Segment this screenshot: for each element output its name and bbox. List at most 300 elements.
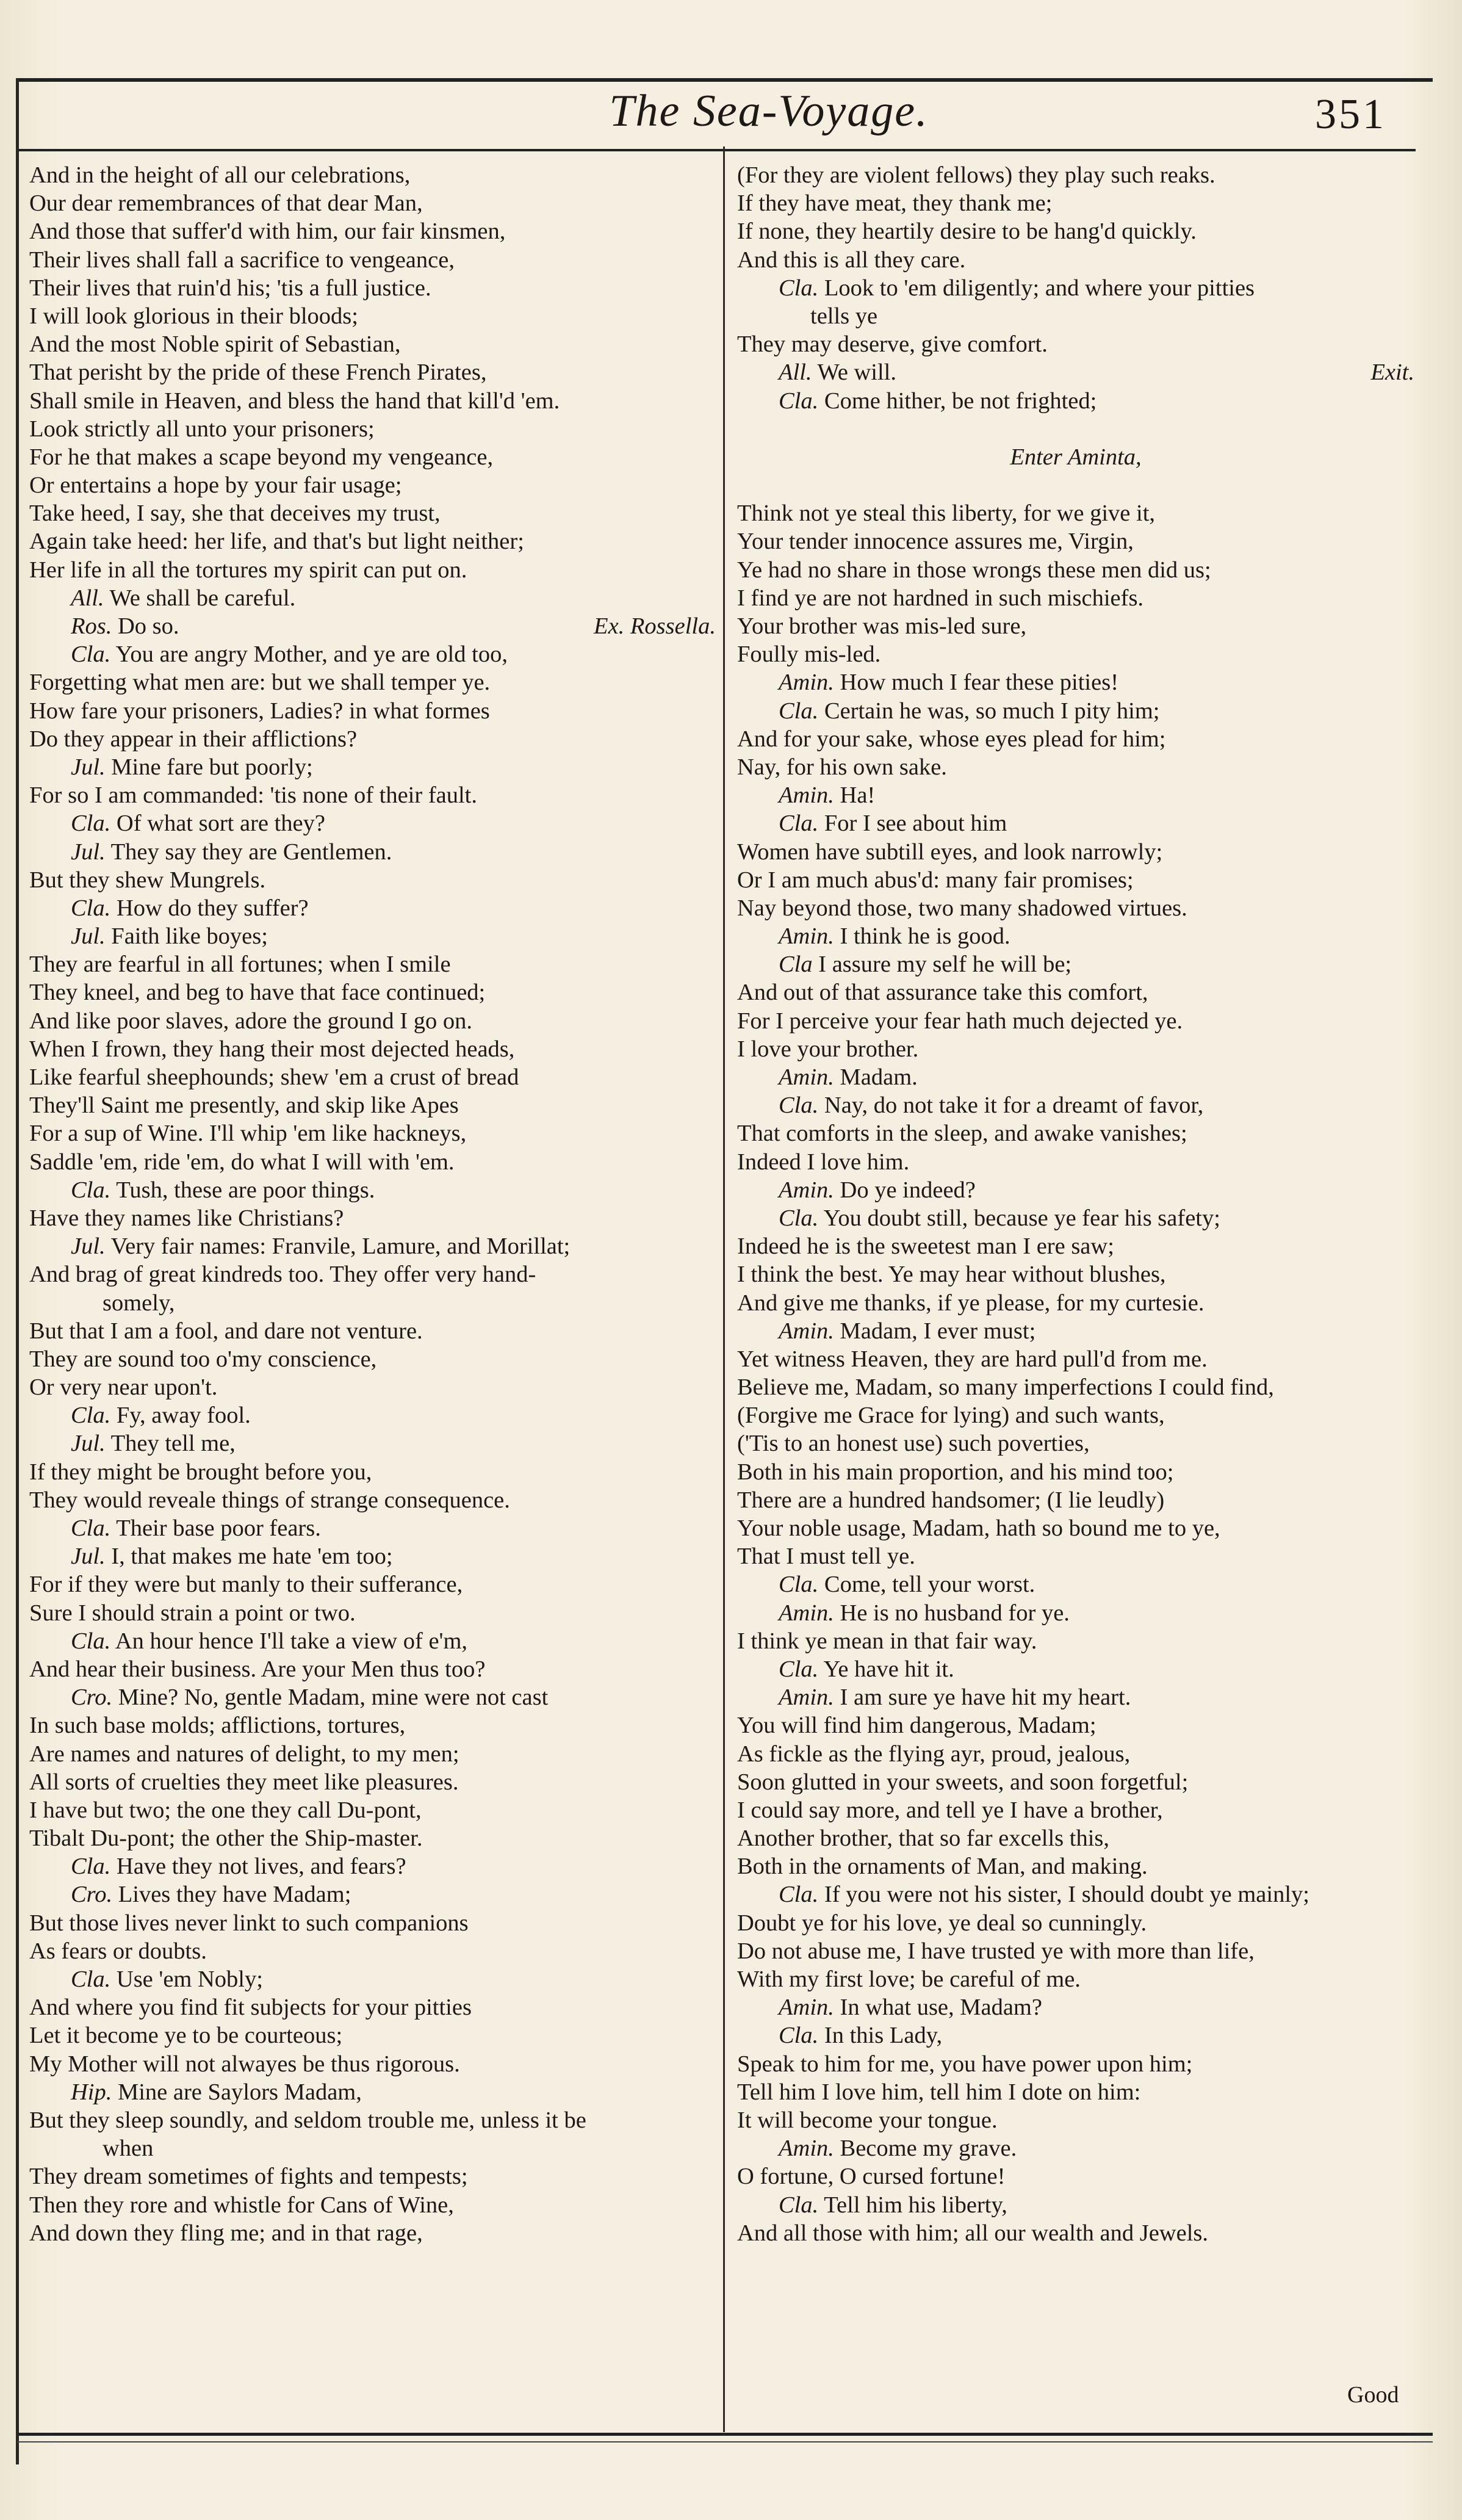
text-line (29, 161, 716, 189)
text-line (737, 1063, 1414, 1091)
exit-direction: Exit. (1370, 359, 1414, 386)
text-line (29, 640, 716, 668)
speaker-prefix: Cla. (779, 2192, 819, 2218)
text-line (737, 1965, 1414, 1993)
text-line (737, 1599, 1414, 1627)
text-line (737, 387, 1414, 415)
verse-text: How much I fear these pities! (840, 670, 1119, 696)
text-line (29, 443, 716, 471)
verse-text: Ye had no share in those wrongs these men did us; (737, 557, 1211, 583)
text-line (737, 1514, 1414, 1542)
verse-text: tells ye (810, 303, 878, 329)
text-line (737, 950, 1414, 978)
text-line (737, 471, 1414, 499)
text-line (29, 1711, 716, 1739)
verse-text: And hear their business. Are your Men thus too? (29, 1656, 486, 1682)
verse-text: Doubt ye for his love, ye deal so cunningly. (737, 1910, 1147, 1936)
verse-text: Mine fare but poorly; (111, 754, 313, 780)
speaker-prefix: Cla. (71, 641, 111, 668)
verse-text: And where you find fit subjects for your pitties (29, 1995, 472, 2021)
verse-text: We shall be careful. (109, 585, 296, 611)
verse-text: They would reveale things of strange consequence. (29, 1487, 510, 1513)
verse-text: Her life in all the tortures my spirit can put on. (29, 557, 467, 583)
text-line (737, 161, 1414, 189)
verse-text: Very fair names: Franvile, Lamure, and Morillat; (110, 1233, 571, 1260)
text-line (737, 217, 1414, 245)
text-line (737, 838, 1414, 866)
text-line (737, 1345, 1414, 1373)
text-line (29, 1260, 716, 1288)
verse-text: But they sleep soundly, and seldom trouble me, unless it be (29, 2107, 586, 2133)
text-line (737, 1655, 1414, 1683)
verse-text: Look to 'em diligently; and where your pitties (824, 275, 1255, 301)
text-line (737, 1232, 1414, 1260)
text-line (737, 1401, 1414, 1429)
text-line (737, 1317, 1414, 1345)
verse-text: Speak to him for me, you have power upon him; (737, 2051, 1193, 2077)
verse-text: Their base poor fears. (116, 1515, 321, 1541)
bottom-rule-thin (17, 2441, 1433, 2442)
verse-text: Or very near upon't. (29, 1374, 218, 1401)
text-line (737, 2078, 1414, 2106)
speaker-prefix: All. (71, 585, 104, 611)
text-line (737, 1570, 1414, 1598)
text-line (29, 556, 716, 584)
verse-text: ('Tis to an honest use) such poverties, (737, 1431, 1090, 1457)
exit-direction: Ex. Rossella. (594, 613, 716, 639)
verse-text: And for your sake, whose eyes plead for him; (737, 726, 1166, 752)
verse-text: In what use, Madam? (840, 1995, 1042, 2021)
text-line (29, 1429, 716, 1457)
text-line (737, 1542, 1414, 1570)
text-line (737, 2162, 1414, 2190)
text-line (737, 1204, 1414, 1232)
speaker-prefix: Cla. (779, 1092, 819, 1119)
text-line (29, 1091, 716, 1119)
verse-text: There are a hundred handsomer; (I lie leudly) (737, 1487, 1165, 1513)
verse-text: Madam, I ever must; (840, 1318, 1036, 1344)
text-line (737, 1683, 1414, 1711)
verse-text: Lives they have Madam; (118, 1882, 351, 1908)
verse-text: And brag of great kindreds too. They offer very hand- (29, 1262, 536, 1288)
verse-text: With my first love; be careful of me. (737, 1966, 1081, 1992)
speaker-prefix: Amin. (779, 1995, 834, 2021)
stage-direction: Enter Aminta, (1010, 444, 1142, 470)
verse-text: I am sure ye have hit my heart. (840, 1684, 1131, 1711)
text-line (29, 2050, 716, 2078)
verse-text: Madam. (840, 1064, 918, 1090)
verse-text: For he that makes a scape beyond my vengeance, (29, 444, 494, 470)
text-line (737, 725, 1414, 753)
text-line (29, 1880, 716, 1908)
verse-text: Another brother, that so far excells this, (737, 1825, 1110, 1852)
verse-text: Or entertains a hope by your fair usage; (29, 472, 402, 499)
text-line (737, 1429, 1414, 1457)
speaker-prefix: Cla. (779, 1656, 819, 1682)
speaker-prefix: Ros. (71, 613, 112, 639)
verse-text: Forgetting what men are: but we shall temper ye. (29, 670, 491, 696)
verse-text: Of what sort are they? (116, 811, 325, 837)
verse-text: Your tender innocence assures me, Virgin, (737, 529, 1134, 555)
text-line (29, 358, 716, 386)
text-line (29, 1486, 716, 1514)
verse-text: If they have meat, they thank me; (737, 190, 1053, 217)
text-line (29, 1345, 716, 1373)
page-number: 351 (1315, 91, 1386, 138)
top-rule (17, 78, 1433, 82)
text-line (29, 189, 716, 217)
verse-text: For I see about him (824, 811, 1007, 837)
text-line (737, 668, 1414, 696)
text-line (737, 274, 1414, 302)
text-line (29, 1909, 716, 1937)
verse-text: Your noble usage, Madam, hath so bound me to ye, (737, 1515, 1220, 1541)
text-line (737, 753, 1414, 781)
verse-text: Saddle 'em, ride 'em, do what I will with 'em. (29, 1149, 455, 1175)
speaker-prefix: Jul. (71, 1233, 106, 1260)
text-line (737, 866, 1414, 894)
text-line (737, 2134, 1414, 2162)
text-line (29, 1007, 716, 1035)
text-line (737, 1796, 1414, 1824)
text-line (737, 640, 1414, 668)
text-line (29, 1232, 716, 1260)
text-line (737, 330, 1414, 358)
text-line (29, 387, 716, 415)
text-line (737, 189, 1414, 217)
verse-text: As fears or doubts. (29, 1938, 207, 1964)
text-line (29, 415, 716, 443)
text-line (29, 866, 716, 894)
text-line (29, 1401, 716, 1429)
verse-text: They say they are Gentlemen. (110, 839, 392, 865)
text-line (29, 1204, 716, 1232)
bottom-rule (17, 2433, 1433, 2436)
verse-text: when (103, 2136, 154, 2162)
text-line (29, 1683, 716, 1711)
verse-text: He is no husband for ye. (840, 1600, 1070, 1626)
speaker-prefix: Jul. (71, 754, 106, 780)
text-line (29, 781, 716, 809)
verse-text: And like poor slaves, adore the ground I go on. (29, 1008, 472, 1034)
speaker-prefix: Amin. (779, 923, 834, 950)
text-line (737, 2219, 1414, 2247)
verse-text: Let it become ye to be courteous; (29, 2023, 343, 2049)
text-line (29, 2134, 716, 2162)
text-line (737, 584, 1414, 612)
verse-text: (Forgive me Grace for lying) and such wants, (737, 1403, 1165, 1429)
verse-text: Use 'em Nobly; (116, 1966, 263, 1992)
text-line (29, 1824, 716, 1852)
verse-text: You doubt still, because ye fear his safety; (823, 1205, 1220, 1231)
text-line (737, 697, 1414, 725)
text-line (29, 809, 716, 837)
text-line (737, 1824, 1414, 1852)
verse-text: They may deserve, give comfort. (737, 331, 1048, 358)
text-line (29, 471, 716, 499)
verse-text: They are sound too o'my conscience, (29, 1346, 377, 1372)
verse-text: Their lives that ruin'd his; 'tis a full justice. (29, 275, 431, 301)
verse-text: Look strictly all unto your prisoners; (29, 416, 375, 442)
verse-text: Nay, for his own sake. (737, 754, 947, 780)
text-line (29, 2219, 716, 2247)
verse-text: As fickle as the flying ayr, proud, jealous, (737, 1741, 1131, 1767)
text-line (737, 1937, 1414, 1965)
text-line (29, 2078, 716, 2106)
speaker-prefix: Cla. (779, 388, 819, 414)
verse-text: I find ye are not hardned in such mischiefs. (737, 585, 1144, 611)
verse-text: How fare your prisoners, Ladies? in what formes (29, 698, 490, 724)
text-line (29, 1458, 716, 1486)
verse-text: I think the best. Ye may hear without blushes, (737, 1262, 1166, 1288)
verse-text: I assure my self he will be; (818, 951, 1072, 978)
verse-text: Fy, away fool. (116, 1403, 251, 1429)
verse-text: I will look glorious in their bloods; (29, 303, 358, 329)
speaker-prefix: All. (779, 359, 812, 386)
text-line (29, 1965, 716, 1993)
verse-text: somely, (103, 1290, 175, 1316)
verse-text: We will. (817, 359, 896, 386)
text-line (29, 1740, 716, 1768)
text-line (737, 1486, 1414, 1514)
running-title: The Sea-Voyage. (609, 86, 929, 136)
verse-text: For I perceive your fear hath much dejected ye. (737, 1008, 1183, 1034)
text-line (737, 1880, 1414, 1908)
speaker-prefix: Jul. (71, 839, 106, 865)
verse-text: They are fearful in all fortunes; when I smile (29, 951, 451, 978)
text-line (29, 246, 716, 274)
right-column (737, 161, 1414, 2247)
speaker-prefix: Amin. (779, 2136, 834, 2162)
text-line (737, 1711, 1414, 1739)
text-line (737, 978, 1414, 1006)
verse-text: Nay, do not take it for a dreamt of favor, (824, 1092, 1204, 1119)
verse-text: They tell me, (110, 1431, 236, 1457)
verse-text: For a sup of Wine. I'll whip 'em like hackneys, (29, 1121, 467, 1147)
text-line (29, 668, 716, 696)
verse-text: Do they appear in their afflictions? (29, 726, 358, 752)
verse-text: Ye have hit it. (823, 1656, 954, 1682)
text-line (29, 274, 716, 302)
text-line (29, 1937, 716, 1965)
verse-text: And in the height of all our celebrations, (29, 162, 411, 188)
verse-text: Like fearful sheephounds; shew 'em a crust of bread (29, 1064, 519, 1090)
verse-text: Shall smile in Heaven, and bless the hand that kill'd 'em. (29, 388, 560, 414)
verse-text: That perisht by the pride of these French Pirates, (29, 359, 487, 386)
verse-text: They kneel, and beg to have that face continued; (29, 980, 486, 1006)
verse-text: Tush, these are poor things. (116, 1177, 375, 1203)
verse-text: Then they rore and whistle for Cans of Wine, (29, 2192, 454, 2218)
text-line (737, 2191, 1414, 2219)
verse-text: Take heed, I say, she that deceives my trust, (29, 500, 441, 527)
text-line (29, 894, 716, 922)
verse-text: I, that makes me hate 'em too; (111, 1543, 393, 1570)
text-line (29, 1796, 716, 1824)
text-line (29, 302, 716, 330)
speaker-prefix: Amin. (779, 1177, 834, 1203)
verse-text: Mine are Saylors Madam, (118, 2079, 362, 2105)
verse-text: But they shew Mungrels. (29, 867, 266, 893)
speaker-prefix: Cro. (71, 1684, 113, 1711)
speaker-prefix: Jul. (71, 923, 106, 950)
text-line (737, 1289, 1414, 1317)
text-line (29, 527, 716, 555)
catchword: Good (1347, 2382, 1399, 2408)
speaker-prefix: Cla (779, 951, 813, 978)
speaker-prefix: Cla. (71, 1177, 111, 1203)
text-line (737, 894, 1414, 922)
text-line (29, 1035, 716, 1063)
speaker-prefix: Hip. (71, 2079, 112, 2105)
speaker-prefix: Amin. (779, 670, 834, 696)
verse-text: Do not abuse me, I have trusted ye with more than life, (737, 1938, 1255, 1964)
verse-text: And out of that assurance take this comfort, (737, 980, 1148, 1006)
verse-text: If none, they heartily desire to be hang'd quickly. (737, 218, 1197, 245)
text-line (29, 330, 716, 358)
speaker-prefix: Amin. (779, 782, 834, 809)
speaker-prefix: Cla. (71, 1515, 111, 1541)
header-rule (18, 149, 1416, 151)
column-divider (723, 146, 725, 2432)
verse-text: Do ye indeed? (840, 1177, 976, 1203)
text-line (737, 1007, 1414, 1035)
verse-text: Certain he was, so much I pity him; (824, 698, 1160, 724)
verse-text: If you were not his sister, I should doubt ye mainly; (824, 1882, 1309, 1908)
text-line (29, 725, 716, 753)
text-line (29, 1119, 716, 1147)
text-line (29, 950, 716, 978)
text-line (737, 809, 1414, 837)
text-line (29, 1852, 716, 1880)
speaker-prefix: Cro. (71, 1882, 113, 1908)
text-line (29, 1148, 716, 1176)
verse-text: I love your brother. (737, 1036, 919, 1062)
text-line (29, 499, 716, 527)
verse-text: But that I am a fool, and dare not venture. (29, 1318, 423, 1344)
verse-text: But those lives never linkt to such companions (29, 1910, 469, 1936)
verse-text: Think not ye steal this liberty, for we give it, (737, 500, 1156, 527)
text-line (29, 1514, 716, 1542)
verse-text: Your brother was mis-led sure, (737, 613, 1027, 639)
speaker-prefix: Cla. (71, 1403, 111, 1429)
speaker-prefix: Cla. (71, 1628, 111, 1654)
verse-text: I think he is good. (840, 923, 1010, 950)
text-line (737, 499, 1414, 527)
speaker-prefix: Cla. (779, 2023, 819, 2049)
speaker-prefix: Amin. (779, 1064, 834, 1090)
text-line (29, 612, 716, 640)
text-line (29, 1570, 716, 1598)
speaker-prefix: Cla. (779, 811, 819, 837)
verse-text: Tibalt Du-pont; the other the Ship-master. (29, 1825, 423, 1852)
verse-text: For so I am commanded: 'tis none of their fault. (29, 782, 478, 809)
verse-text: Become my grave. (840, 2136, 1017, 2162)
left-column (29, 161, 716, 2247)
text-line (29, 838, 716, 866)
text-line (29, 1993, 716, 2021)
verse-text: Believe me, Madam, so many imperfections I could find, (737, 1374, 1274, 1401)
left-rule (16, 78, 19, 2464)
verse-text: And the most Noble spirit of Sebastian, (29, 331, 401, 358)
text-line (737, 1148, 1414, 1176)
verse-text: How do they suffer? (116, 895, 309, 921)
verse-text: You will find him dangerous, Madam; (737, 1713, 1096, 1739)
text-line (29, 1289, 716, 1317)
speaker-prefix: Cla. (71, 1854, 111, 1880)
verse-text: Both in his main proportion, and his mind too; (737, 1459, 1174, 1485)
text-line (737, 1740, 1414, 1768)
speaker-prefix: Amin. (779, 1318, 834, 1344)
text-line (29, 217, 716, 245)
text-line (737, 556, 1414, 584)
text-line (737, 922, 1414, 950)
verse-text: I think ye mean in that fair way. (737, 1628, 1037, 1654)
verse-text: It will become your tongue. (737, 2107, 998, 2133)
verse-text: Have they names like Christians? (29, 1205, 344, 1231)
text-line (737, 1458, 1414, 1486)
text-line (29, 2191, 716, 2219)
speaker-prefix: Cla. (71, 895, 111, 921)
speaker-prefix: Cla. (71, 811, 111, 837)
verse-text: I could say more, and tell ye I have a brother, (737, 1797, 1163, 1823)
text-line (737, 1993, 1414, 2021)
text-line (737, 1627, 1414, 1655)
verse-text: Again take heed: her life, and that's but light neither; (29, 529, 524, 555)
verse-text: Or I am much abus'd: many fair promises; (737, 867, 1134, 893)
verse-text: And this is all they care. (737, 247, 966, 273)
speaker-prefix: Jul. (71, 1543, 106, 1570)
verse-text: And all those with him; all our wealth and Jewels. (737, 2220, 1208, 2246)
verse-text: Are names and natures of delight, to my men; (29, 1741, 459, 1767)
verse-text: Come, tell your worst. (824, 1572, 1035, 1598)
verse-text: Their lives shall fall a sacrifice to vengeance, (29, 247, 455, 273)
verse-text: When I frown, they hang their most dejected heads, (29, 1036, 515, 1062)
text-line (737, 2050, 1414, 2078)
text-line (737, 2106, 1414, 2134)
text-line (29, 922, 716, 950)
text-line (29, 697, 716, 725)
verse-text: In such base molds; afflictions, tortures, (29, 1713, 406, 1739)
text-line (29, 1768, 716, 1796)
verse-text: And those that suffer'd with him, our fair kinsmen, (29, 218, 506, 245)
speaker-prefix: Cla. (779, 1205, 819, 1231)
text-line (29, 1542, 716, 1570)
verse-text: Tell him his liberty, (824, 2192, 1007, 2218)
speaker-prefix: Cla. (779, 275, 819, 301)
text-line (29, 2021, 716, 2049)
verse-text: Soon glutted in your sweets, and soon forgetful; (737, 1769, 1189, 1795)
speaker-prefix: Amin. (779, 1600, 834, 1626)
text-line (737, 612, 1414, 640)
verse-text: Mine? No, gentle Madam, mine were not cast (118, 1684, 549, 1711)
text-line (29, 978, 716, 1006)
verse-text: Indeed he is the sweetest man I ere saw; (737, 1233, 1114, 1260)
speaker-prefix: Amin. (779, 1684, 834, 1711)
text-line (737, 302, 1414, 330)
text-line (737, 527, 1414, 555)
verse-text: All sorts of cruelties they meet like pleasures. (29, 1769, 459, 1795)
text-line (29, 2162, 716, 2190)
verse-text: Sure I should strain a point or two. (29, 1600, 356, 1626)
verse-text: Indeed I love him. (737, 1149, 910, 1175)
text-line (29, 1627, 716, 1655)
verse-text: Foully mis-led. (737, 641, 881, 668)
verse-text: Yet witness Heaven, they are hard pull'd from me. (737, 1346, 1208, 1372)
verse-text: O fortune, O cursed fortune! (737, 2164, 1006, 2190)
text-line (737, 443, 1414, 471)
verse-text: Have they not lives, and fears? (116, 1854, 406, 1880)
text-line (737, 415, 1414, 443)
